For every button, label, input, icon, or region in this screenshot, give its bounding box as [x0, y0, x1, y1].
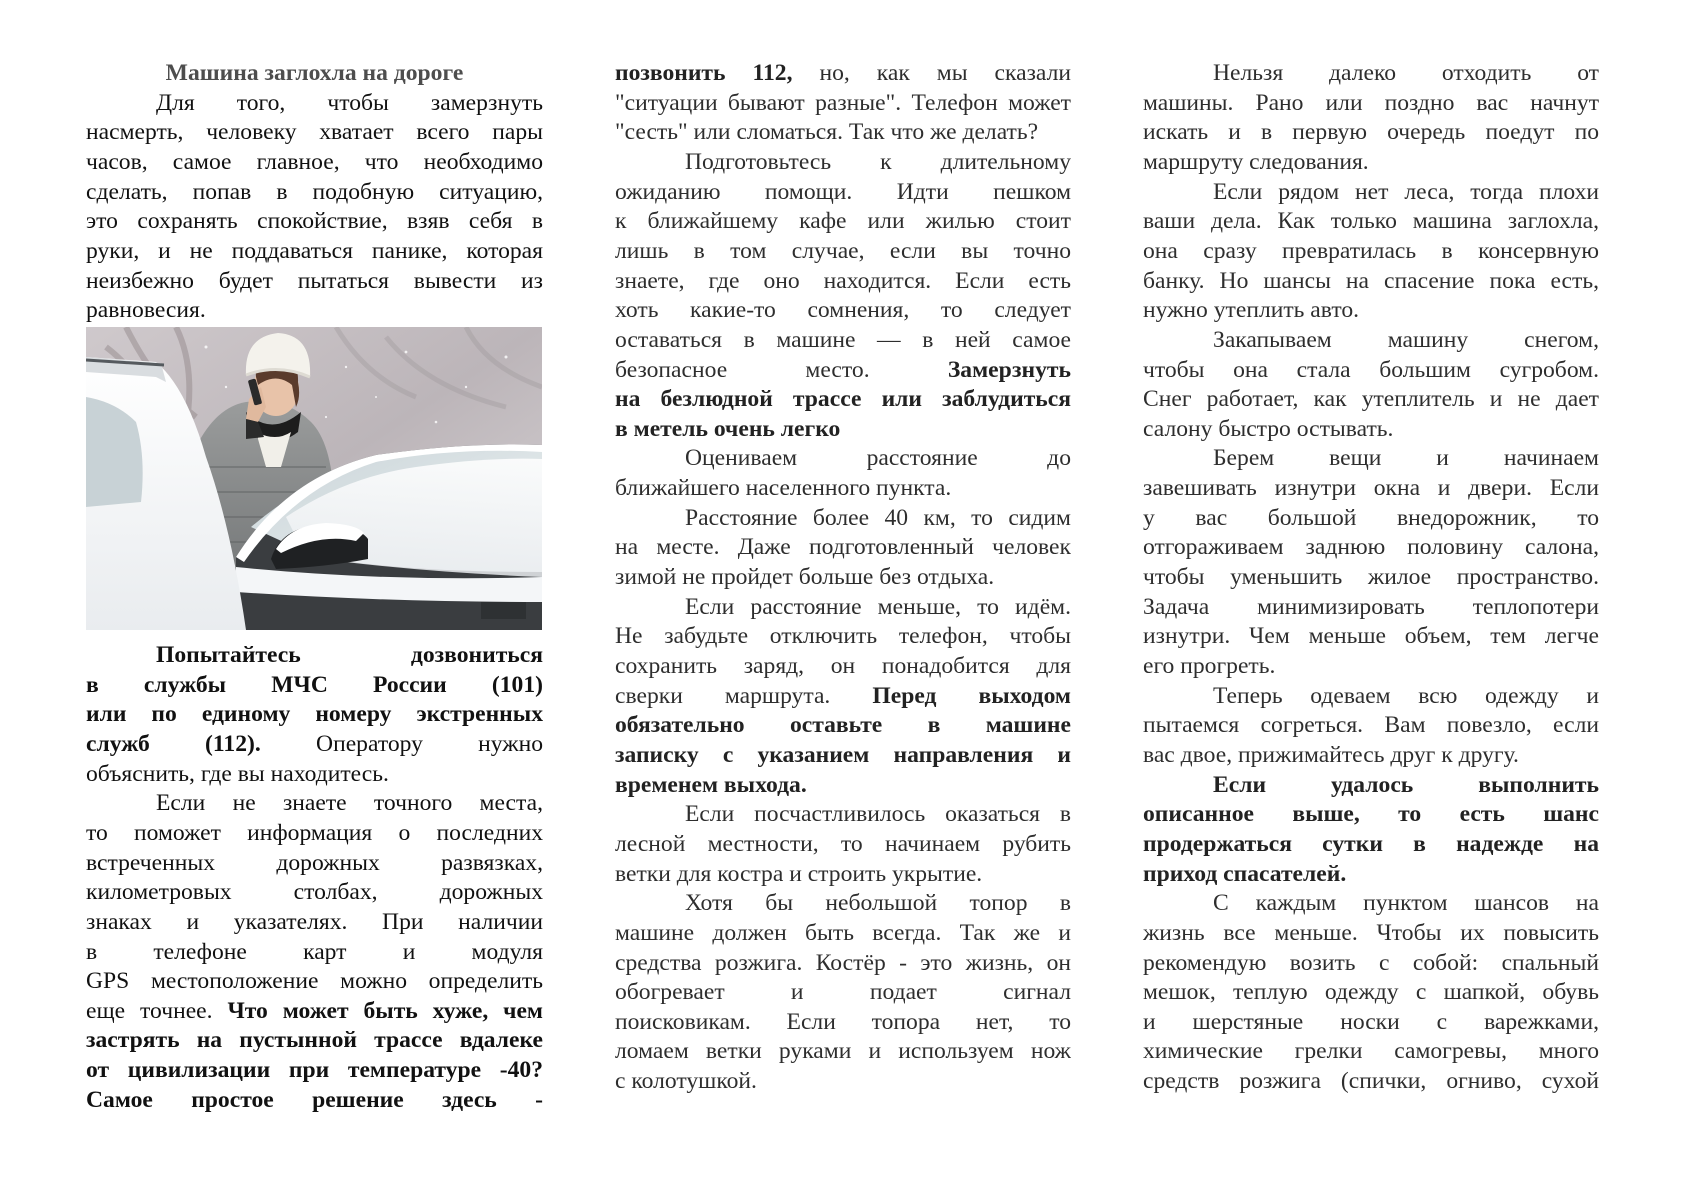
text-run: жизнь все меньше. Чтобы их повысить — [1143, 919, 1599, 946]
text-line — [86, 670, 543, 700]
text-line — [1143, 473, 1599, 503]
text-run: GPS местоположение можно определить — [86, 968, 543, 995]
text-line — [86, 266, 543, 296]
text-run: оставаться в машине — в ней самое — [615, 326, 1071, 353]
bold-text: записку с указанием направления и — [615, 741, 1071, 768]
text-line — [1143, 977, 1599, 1007]
text-line — [1143, 1066, 1599, 1096]
text-line — [86, 1055, 543, 1085]
text-line — [1143, 58, 1599, 88]
text-run: Нельзя далеко отходить от — [1213, 60, 1599, 86]
text-run: ближайшего населенного пункта. — [615, 475, 952, 502]
text-run: на месте. Даже подготовленный человек — [615, 534, 1071, 561]
text-run: "сесть" или сломаться. Так что же делать? — [615, 119, 1039, 146]
text-line — [615, 384, 1071, 414]
text-run: Оператору нужно — [260, 730, 544, 757]
bold-text: застрять на пустынной трассе вдалеке — [86, 1027, 543, 1054]
text-run: безопасное место. — [615, 356, 948, 383]
text-line — [1143, 1036, 1599, 1066]
text-line — [615, 147, 1071, 177]
bold-text: продержаться сутки в надежде на — [1143, 830, 1599, 857]
text-run: изнутри. Чем меньше объем, тем легче — [1143, 623, 1599, 650]
text-run: Задача минимизировать теплопотери — [1143, 593, 1599, 620]
text-line — [1143, 443, 1599, 473]
bold-text: Самое простое решение здесь - — [86, 1086, 543, 1113]
text-run: сделать, попав в подобную ситуацию, — [86, 178, 543, 205]
text-run: неизбежно будет пытаться вывести из — [86, 267, 543, 294]
text-line — [615, 414, 1071, 444]
text-run: лесной местности, то начинаем рубить — [615, 830, 1071, 857]
photo-woman-snowy-car — [86, 327, 542, 630]
text-line — [615, 918, 1071, 948]
text-run: но, как мы сказали — [792, 60, 1072, 86]
text-run: салону быстро остывать. — [1143, 415, 1394, 442]
bold-text: Перед выходом — [872, 682, 1071, 709]
text-line — [615, 799, 1071, 829]
text-run: поисковикам. Если топора нет, то — [615, 1008, 1071, 1035]
text-line — [1143, 799, 1599, 829]
text-run: машине должен быть всегда. Так же и — [615, 919, 1071, 946]
text-run: завешивать изнутри окна и двери. Если — [1143, 475, 1599, 502]
text-line — [1143, 681, 1599, 711]
text-line — [1143, 532, 1599, 562]
text-line — [615, 1007, 1071, 1037]
text-line — [615, 651, 1071, 681]
bold-text: Что может быть хуже, чем — [227, 997, 543, 1024]
text-run: Если не знаете точного места, — [156, 790, 543, 817]
text-line — [1143, 740, 1599, 770]
text-line — [1143, 888, 1599, 918]
text-run: отгораживаем заднюю половину салона, — [1143, 534, 1599, 561]
text-line — [615, 977, 1071, 1007]
text-run: знаете, где оно находится. Если есть — [615, 267, 1071, 294]
text-line — [86, 236, 543, 266]
text-run: руки, и не поддаваться панике, которая — [86, 237, 543, 264]
text-line — [615, 177, 1071, 207]
text-run: встреченных дорожных развязках, — [86, 849, 543, 876]
text-line — [86, 996, 543, 1026]
text-run: средств розжига (спички, огниво, сухой — [1143, 1068, 1599, 1095]
text-run: ветки для костра и строить укрытие. — [615, 860, 983, 887]
bold-text: Попытайтесь дозвониться — [156, 642, 543, 668]
text-line — [615, 562, 1071, 592]
text-run: обогревает и подает сигнал — [615, 979, 1071, 1006]
text-line — [86, 759, 543, 789]
text-line — [1143, 562, 1599, 592]
text-run: ожиданию помощи. Идти пешком — [615, 178, 1071, 205]
text-run: "ситуации бывают разные". Телефон может — [615, 89, 1071, 116]
text-line — [86, 699, 543, 729]
text-line — [1143, 651, 1599, 681]
text-line — [86, 640, 543, 670]
text-line — [86, 295, 543, 325]
text-line — [615, 58, 1071, 88]
text-line — [86, 1025, 543, 1055]
bold-text: временем выхода. — [615, 771, 807, 798]
text-run: Подготовьтесь к длительному — [685, 148, 1071, 175]
text-line — [86, 966, 543, 996]
text-run: и шерстяные носки с варежками, — [1143, 1008, 1599, 1035]
text-line — [615, 710, 1071, 740]
text-line — [86, 877, 543, 907]
text-line — [86, 788, 543, 818]
text-run: сохранить заряд, он понадобится для — [615, 653, 1071, 679]
text-run: мешок, теплую одежду с шапкой, обувь — [1143, 979, 1599, 1006]
bold-text: от цивилизации при температуре -40? — [86, 1057, 543, 1084]
text-run: маршруту следования. — [1143, 148, 1369, 175]
text-line — [1143, 325, 1599, 355]
text-line — [86, 937, 543, 967]
text-line — [86, 907, 543, 937]
bold-text: Замерзнуть — [947, 356, 1071, 383]
bold-text: позвонить 112, — [615, 60, 793, 86]
text-line — [615, 117, 1071, 147]
text-line — [86, 88, 543, 118]
text-line — [1143, 266, 1599, 296]
text-line — [1143, 414, 1599, 444]
text-line — [615, 740, 1071, 770]
bold-text: описанное выше, то есть шанс — [1143, 801, 1599, 828]
text-run: Хотя бы небольшой топор в — [685, 890, 1071, 917]
text-line — [615, 355, 1071, 385]
text-line — [1143, 621, 1599, 651]
text-run: Расстояние более 40 км, то сидим — [685, 504, 1071, 531]
text-line — [1143, 770, 1599, 800]
bold-text: в метель очень легко — [615, 415, 841, 442]
text-run: С каждым пунктом шансов на — [1213, 890, 1599, 917]
text-line — [1143, 592, 1599, 622]
text-run: у вас большой внедорожник, то — [1143, 504, 1599, 531]
text-line — [86, 117, 543, 147]
text-line — [615, 1066, 1071, 1096]
text-run: его прогреть. — [1143, 653, 1276, 679]
text-run: ваши дела. Как только машина заглохла, — [1143, 208, 1599, 235]
text-line — [1143, 503, 1599, 533]
text-line — [615, 621, 1071, 651]
text-run: чтобы уменьшить жилое пространство. — [1143, 564, 1599, 591]
text-line — [1143, 1007, 1599, 1037]
text-run: Закапываем машину снегом, — [1213, 326, 1599, 353]
text-run: банку. Но шансы на спасение пока есть, — [1143, 267, 1599, 294]
text-line — [1143, 295, 1599, 325]
text-line — [615, 88, 1071, 118]
text-line — [615, 592, 1071, 622]
text-run: чтобы она стала большим сугробом. — [1143, 356, 1599, 383]
text-run: это сохранять спокойствие, взяв себя в — [86, 208, 543, 235]
text-line — [1143, 948, 1599, 978]
text-run: хоть какие-то сомнения, то следует — [615, 297, 1071, 324]
text-line — [615, 266, 1071, 296]
text-line — [1143, 177, 1599, 207]
text-run: в телефоне карт и модуля — [86, 938, 543, 965]
text-line — [1143, 117, 1599, 147]
text-run: Если расстояние меньше, то идём. — [685, 593, 1071, 620]
text-line — [615, 503, 1071, 533]
text-line — [1143, 147, 1599, 177]
text-run: рекомендую возить с собой: спальный — [1143, 949, 1599, 976]
text-run: ломаем ветки руками и используем нож — [615, 1038, 1071, 1065]
text-run: равновесия. — [86, 297, 206, 324]
text-run: Для того, чтобы замерзнуть — [156, 89, 543, 116]
text-line — [1143, 88, 1599, 118]
text-line — [615, 473, 1071, 503]
text-line — [1143, 710, 1599, 740]
text-run: Если рядом нет леса, тогда плохи — [1213, 178, 1599, 205]
bold-text: или по единому номеру экстренных — [86, 701, 543, 728]
text-run: знаках и указателях. При наличии — [86, 908, 543, 935]
text-run: лишь в том случае, если вы точно — [615, 237, 1071, 264]
text-line — [1143, 859, 1599, 889]
text-run: сверки маршрута. — [615, 682, 873, 709]
text-line — [1143, 918, 1599, 948]
bold-text: служб (112). — [86, 730, 261, 757]
text-run: с колотушкой. — [615, 1068, 757, 1095]
text-run: Берем вещи и начинаем — [1213, 445, 1599, 472]
photo-illustration — [86, 327, 542, 630]
text-run: Не забудьте отключить телефон, чтобы — [615, 623, 1071, 650]
text-line — [615, 532, 1071, 562]
text-line — [1143, 206, 1599, 236]
text-run: то поможет информация о последних — [86, 819, 543, 846]
text-line — [615, 888, 1071, 918]
text-line — [86, 729, 543, 759]
text-run: еще точнее. — [86, 997, 228, 1024]
text-line — [615, 236, 1071, 266]
text-run: искать и в первую очередь поедут по — [1143, 119, 1599, 146]
text-run: насмерть, человеку хватает всего пары — [86, 119, 543, 146]
text-line — [86, 848, 543, 878]
text-run: нужно утеплить авто. — [1143, 297, 1360, 324]
bold-text: приход спасателей. — [1143, 860, 1347, 887]
text-line — [86, 206, 543, 236]
text-line — [615, 206, 1071, 236]
bold-text: Если удалось выполнить — [1213, 771, 1599, 798]
text-line — [86, 1085, 543, 1115]
text-line — [615, 859, 1071, 889]
text-run: средства розжига. Костёр - это жизнь, он — [615, 949, 1071, 976]
text-run: Если посчастливилось оказаться в — [685, 801, 1071, 828]
text-line — [1143, 355, 1599, 385]
text-line — [615, 681, 1071, 711]
text-line — [615, 770, 1071, 800]
bold-text: на безлюдной трассе или заблудиться — [615, 386, 1071, 413]
text-line — [1143, 829, 1599, 859]
text-line — [86, 818, 543, 848]
text-run: Теперь одеваем всю одежду и — [1213, 682, 1599, 709]
text-run: объяснить, где вы находитесь. — [86, 760, 389, 787]
text-run: Оцениваем расстояние до — [685, 445, 1071, 472]
text-line — [615, 295, 1071, 325]
text-run: зимой не пройдет больше без отдыха. — [615, 564, 995, 591]
article-title: Машина заглохла на дороге — [165, 60, 464, 86]
text-line — [615, 829, 1071, 859]
text-run: машины. Рано или поздно вас начнут — [1143, 89, 1599, 116]
text-line — [86, 177, 543, 207]
text-run: вас двое, прижимайтесь друг к другу. — [1143, 741, 1519, 768]
text-run: к ближайшему кафе или жилью стоит — [615, 208, 1071, 235]
text-line — [86, 147, 543, 177]
text-line — [1143, 384, 1599, 414]
text-run: она сразу превратилась в консервную — [1143, 237, 1599, 264]
bold-text: в службы МЧС России (101) — [86, 671, 543, 698]
text-run: химические грелки самогревы, много — [1143, 1038, 1599, 1065]
text-run: пытаемся согреться. Вам повезло, если — [1143, 712, 1599, 739]
text-run: километровых столбах, дорожных — [86, 879, 543, 906]
text-line — [1143, 236, 1599, 266]
text-run: часов, самое главное, что необходимо — [86, 148, 543, 175]
text-run: Снег работает, как утеплитель и не дает — [1143, 386, 1599, 413]
text-line — [615, 443, 1071, 473]
bold-text: обязательно оставьте в машине — [615, 712, 1071, 739]
text-line — [615, 325, 1071, 355]
text-line — [615, 948, 1071, 978]
text-line — [615, 1036, 1071, 1066]
